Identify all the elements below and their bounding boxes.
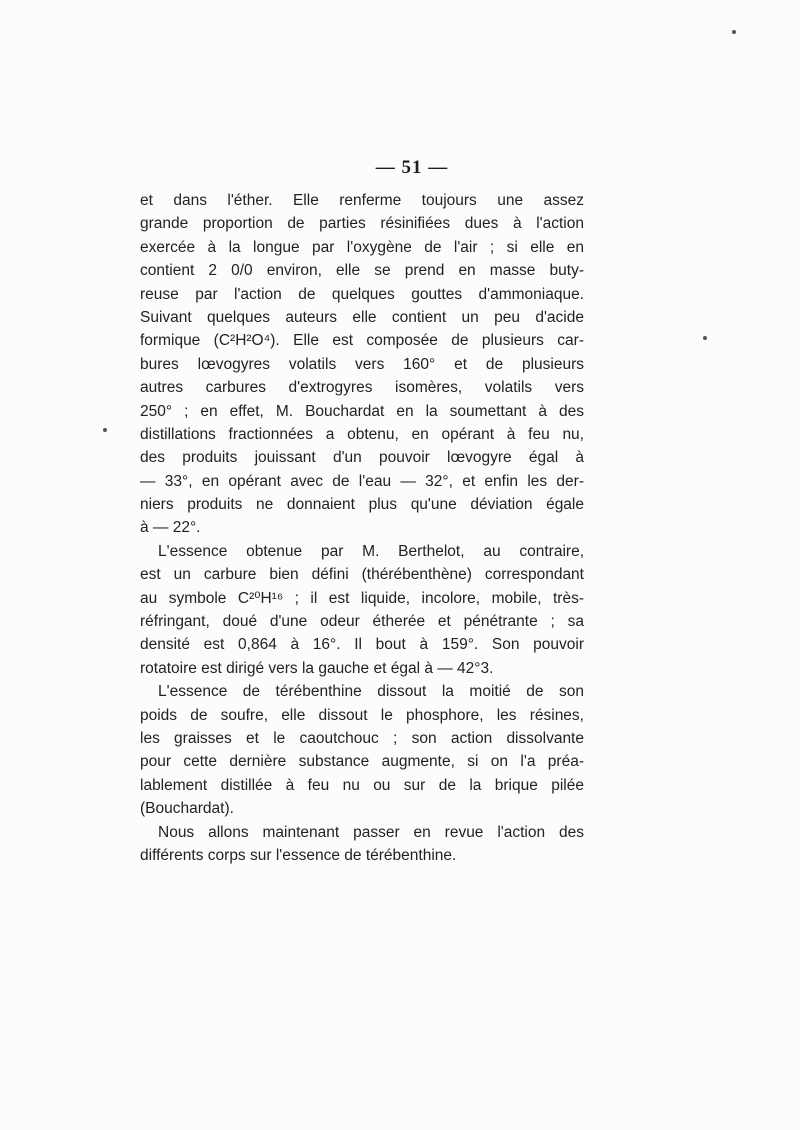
text-line: 250° ; en effet, M. Bouchardat en la soumettant à des bbox=[140, 402, 584, 420]
text-line: pour cette dernière substance augmente, si on l'a préa- bbox=[140, 753, 584, 771]
text-line: niers produits ne donnaient plus qu'une déviation égale bbox=[140, 496, 584, 514]
text-line: formique (C²H²O⁴). Elle est composée de plusieurs car- bbox=[140, 332, 584, 350]
paragraph bbox=[140, 821, 584, 868]
ink-speck bbox=[732, 30, 736, 34]
text-line: autres carbures d'extrogyres isomères, volatils vers bbox=[140, 379, 584, 397]
text-line: contient 2 0/0 environ, elle se prend en masse buty- bbox=[140, 262, 584, 280]
paragraph bbox=[140, 540, 584, 680]
text-line: — 33°, en opérant avec de l'eau — 32°, et enfin les der- bbox=[140, 472, 584, 490]
text-line: bures lœvogyres volatils vers 160° et de plusieurs bbox=[140, 355, 584, 373]
paragraph bbox=[140, 189, 584, 540]
text-line: à — 22°. bbox=[140, 519, 201, 537]
ink-speck bbox=[703, 336, 707, 340]
text-line: des produits jouissant d'un pouvoir lœvogyre égal à bbox=[140, 449, 584, 467]
text-line: grande proportion de parties résinifiées dues à l'action bbox=[140, 215, 584, 233]
text-line: réfringant, doué d'une odeur étherée et pénétrante ; sa bbox=[140, 613, 584, 631]
text-line: (Bouchardat). bbox=[140, 800, 234, 818]
text-line: et dans l'éther. Elle renferme toujours une assez bbox=[140, 192, 584, 209]
text-line: Suivant quelques auteurs elle contient un peu d'acide bbox=[140, 308, 584, 326]
text-line: rotatoire est dirigé vers la gauche et égal à — 42°3. bbox=[140, 659, 494, 677]
ink-speck bbox=[103, 428, 107, 432]
page-number: — 51 — bbox=[375, 157, 449, 178]
text-line: exercée à la longue par l'oxygène de l'air ; si elle en bbox=[140, 238, 584, 256]
text-line: au symbole C²⁰H¹⁶ ; il est liquide, incolore, mobile, très- bbox=[140, 589, 584, 607]
text-line: poids de soufre, elle dissout le phosphore, les résines, bbox=[140, 706, 584, 724]
text-line: les graisses et le caoutchouc ; son action dissolvante bbox=[140, 729, 584, 747]
body-text bbox=[140, 189, 584, 867]
text-line: Nous allons maintenant passer en revue l'action des bbox=[158, 823, 584, 841]
text-line: distillations fractionnées a obtenu, en opérant à feu nu, bbox=[140, 425, 584, 443]
text-line: densité est 0,864 à 16°. Il bout à 159°. Son pouvoir bbox=[140, 636, 584, 654]
text-line: est un carbure bien défini (thérébenthène) correspondant bbox=[140, 566, 584, 584]
paragraph bbox=[140, 680, 584, 820]
text-line: différents corps sur l'essence de térébenthine. bbox=[140, 846, 457, 864]
text-line: reuse par l'action de quelques gouttes d'ammoniaque. bbox=[140, 285, 584, 303]
text-line: lablement distillée à feu nu ou sur de la brique pilée bbox=[140, 776, 584, 794]
text-line: L'essence de térébenthine dissout la moitié de son bbox=[158, 683, 584, 701]
text-line: L'essence obtenue par M. Berthelot, au contraire, bbox=[158, 542, 584, 560]
